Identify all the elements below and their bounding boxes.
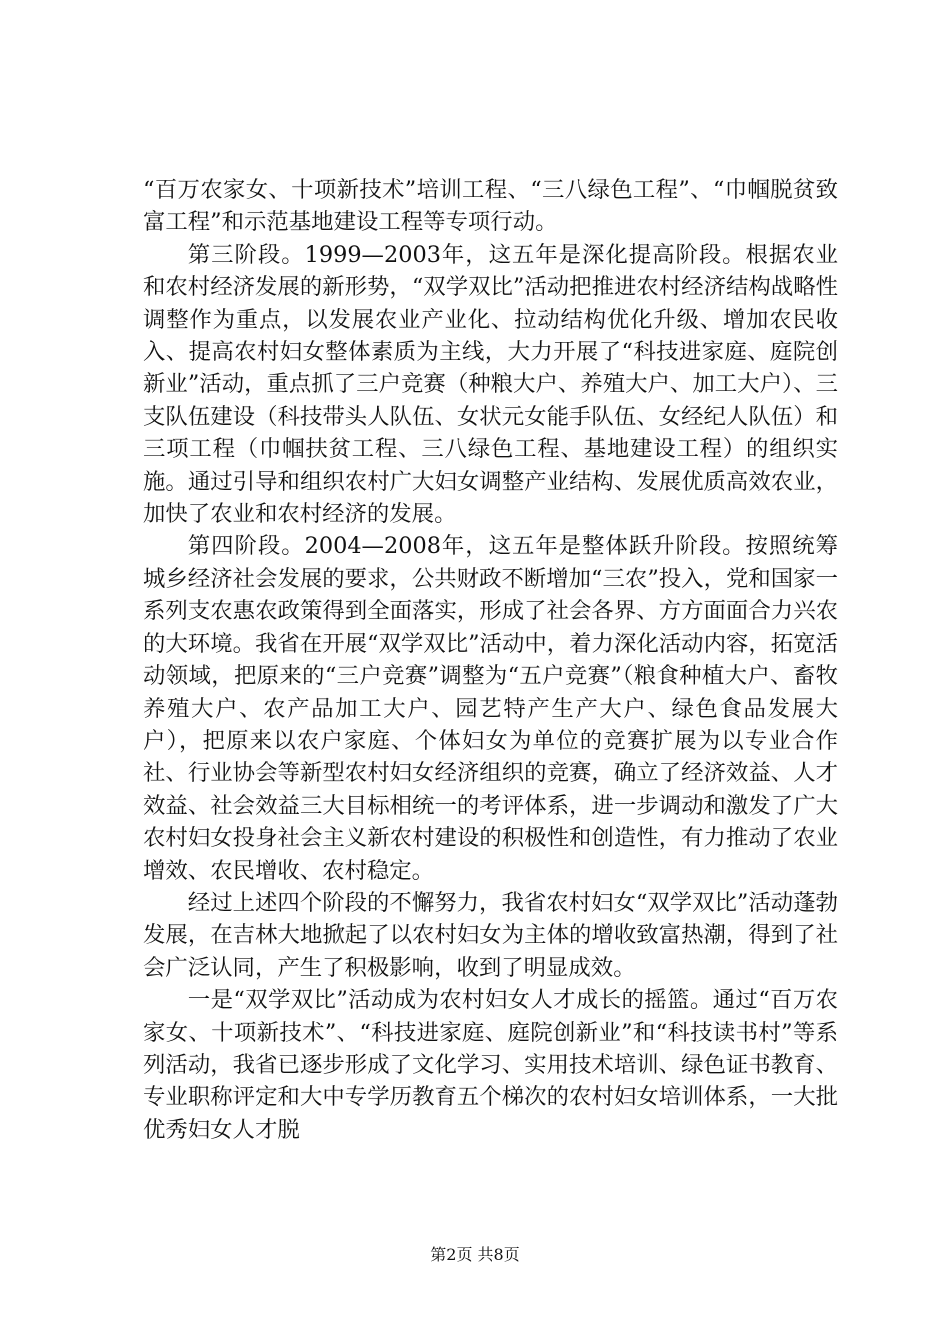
paragraph-5: 一是“双学双比”活动成为农村妇女人才成长的摇篮。通过“百万农家女、十项新技术”、“科技进家庭、庭院创新业”和“科技读书村”等系列活动，我省已逐步形成了文化学习、实用技术培训、绿色证书教育、专业职称评定和大中专学历教育五个梯次的农村妇女培训体系，一大批优秀妇女人才脱: [143, 987, 838, 1143]
paragraph-2: 第三阶段。1999—2003年，这五年是深化提高阶段。根据农业和农村经济发展的新形势，“双学双比”活动把推进农村经济结构战略性调整作为重点，以发展农业产业化、拉动结构优化升级、增加农民收入、提高农村妇女整体素质为主线，大力开展了“科技进家庭、庭院创新业”活动，重点抓了三户竞赛（种粮大户、养殖大户、加工大户）、三支队伍建设（科技带头人队伍、女状元女能手队伍、女经纪人队伍）和三项工程（巾帼扶贫工程、三八绿色工程、基地建设工程）的组织实施。通过引导和组织农村广大妇女调整产业结构、发展优质高效农业，加快了农业和农村经济的发展。: [143, 241, 838, 528]
paragraph-1: “百万农家女、十项新技术”培训工程、“三八绿色工程”、“巾帼脱贫致富工程”和示范基地建设工程等专项行动。: [143, 177, 838, 236]
page-number-footer: 第2页 共8页: [430, 1245, 520, 1264]
document-body: [143, 174, 838, 1146]
paragraph-3: 第四阶段。2004—2008年，这五年是整体跃升阶段。按照统筹城乡经济社会发展的要求，公共财政不断增加“三农”投入，党和国家一系列支农惠农政策得到全面落实，形成了社会各界、方方面面合力兴农的大环境。我省在开展“双学双比”活动中，着力深化活动内容，拓宽活动领域，把原来的“三户竞赛”调整为“五户竞赛”（粮食种植大户、畜牧养殖大户、农产品加工大户、园艺特产生产大户、绿色食品发展大户），把原来以农户家庭、个体妇女为单位的竞赛扩展为以专业合作社、行业协会等新型农村妇女经济组织的竞赛，确立了经济效益、人才效益、社会效益三大目标相统一的考评体系，进一步调动和激发了广大农村妇女投身社会主义新农村建设的积极性和创造性，有力推动了农业增效、农民增收、农村稳定。: [143, 533, 838, 884]
paragraph-4: 经过上述四个阶段的不懈努力，我省农村妇女“双学双比”活动蓬勃发展，在吉林大地掀起了以农村妇女为主体的增收致富热潮，得到了社会广泛认同，产生了积极影响，收到了明显成效。: [143, 889, 838, 981]
